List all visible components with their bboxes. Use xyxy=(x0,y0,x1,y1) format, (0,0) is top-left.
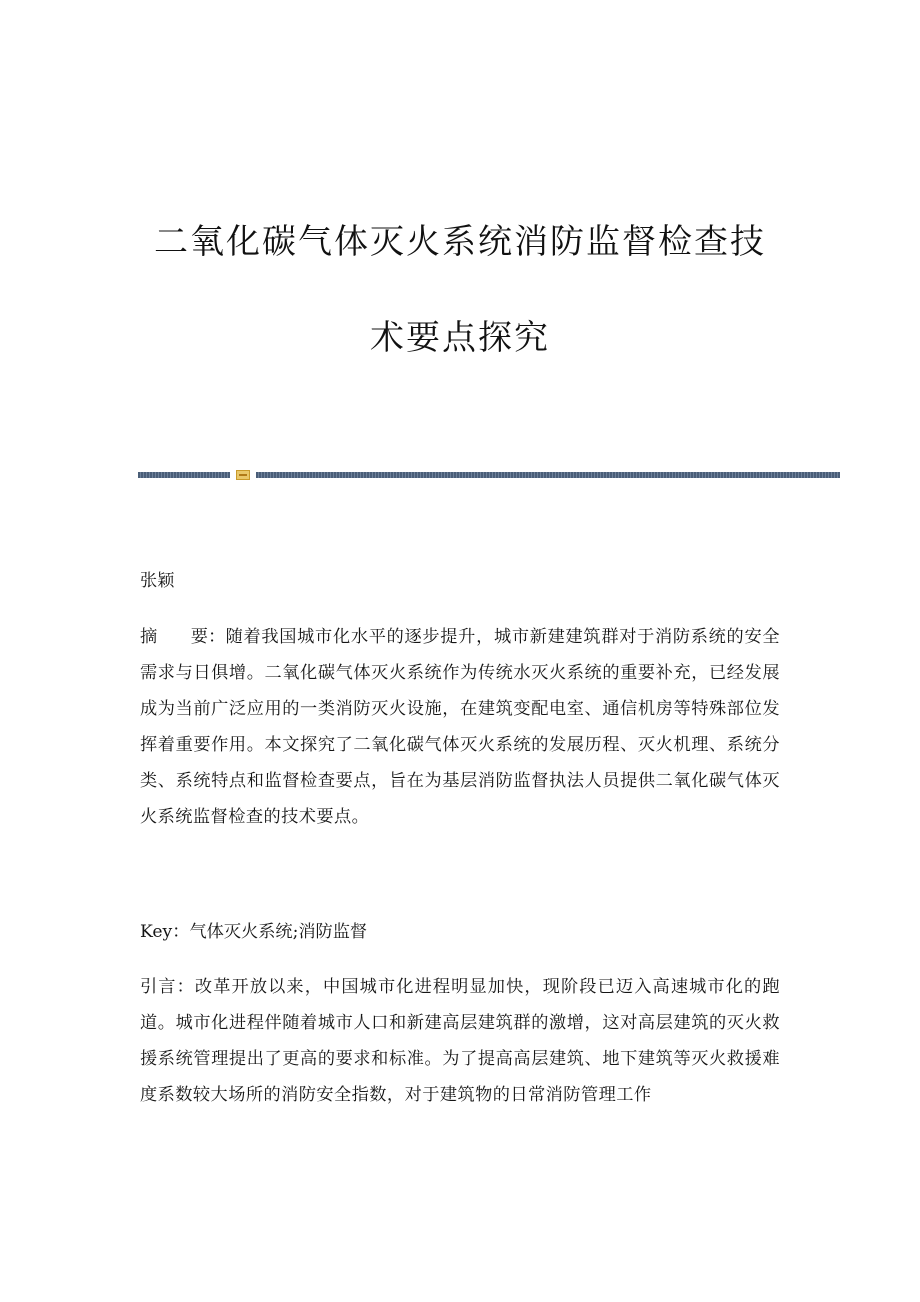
author-name: 张颖 xyxy=(140,571,175,591)
abstract-label-second: 要： xyxy=(190,627,226,647)
document-title-line-1: 二氧化碳气体灭火系统消防监督检查技 xyxy=(154,222,766,262)
keywords-line xyxy=(140,914,780,950)
divider-bar-right xyxy=(256,472,840,478)
document-title-line-2: 术要点探究 xyxy=(370,318,550,358)
title-divider xyxy=(138,470,840,480)
divider-bar-left xyxy=(138,472,230,478)
abstract-paragraph xyxy=(140,619,780,835)
abstract-label-first: 摘 xyxy=(140,627,158,647)
keywords-label: Key： xyxy=(140,922,190,942)
keywords-text: 气体灭火系统;消防监督 xyxy=(189,922,368,942)
divider-emblem-icon xyxy=(236,470,250,480)
abstract-text: 随着我国城市化水平的逐步提升，城市新建建筑群对于消防系统的安全需求与日俱增。二氧化碳气体灭火系统作为传统水灭火系统的重要补充，已经发展成为当前广泛应用的一类消防灭火设施，在建筑变配电室、通信机房等特殊部位发挥着重要作用。本文探究了二氧化碳气体灭火系统的发展历程、灭火机理、系统分类、系统特点和监督检查要点，旨在为基层消防监督执法人员提供二氧化碳气体灭火系统监督检查的技术要点。 xyxy=(140,627,780,827)
introduction-paragraph: 引言：改革开放以来，中国城市化进程明显加快，现阶段已迈入高速城市化的跑道。城市化进程伴随着城市人口和新建高层建筑群的激增，这对高层建筑的灭火救援系统管理提出了更高的要求和标准。为了提高高层建筑、地下建筑等灭火救援难度系数较大场所的消防安全指数，对于建筑物的日常消防管理工作 xyxy=(140,977,780,1105)
